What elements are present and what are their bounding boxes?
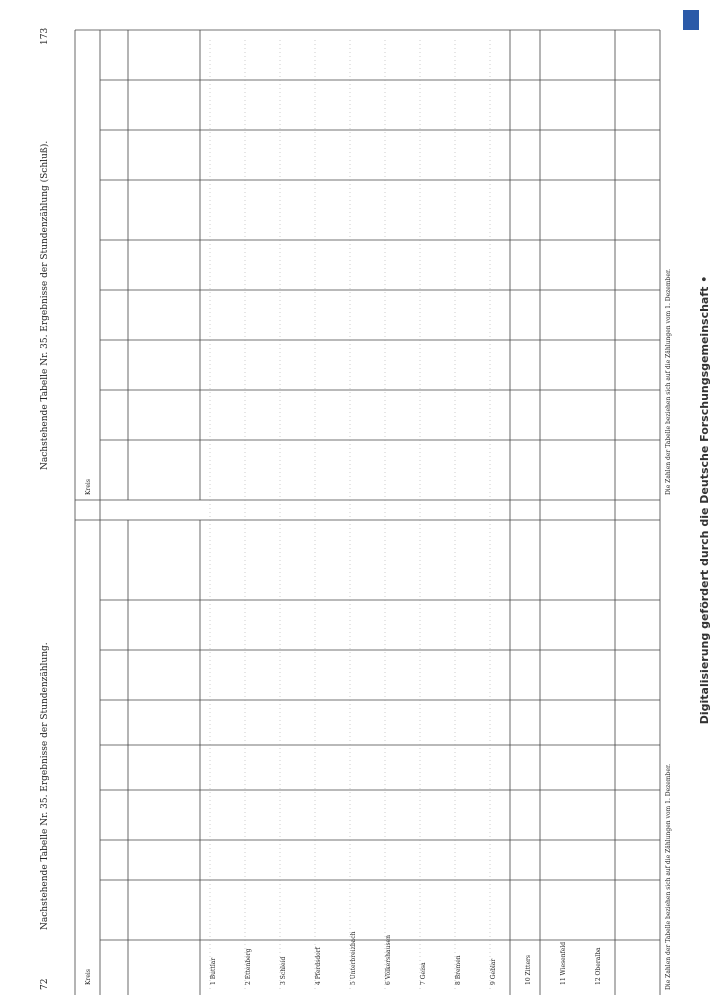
row-label: 5 Unterbreizbach bbox=[350, 931, 357, 985]
row-label: 12 Oberalba bbox=[595, 947, 602, 985]
row-label: 9 Geblar bbox=[490, 958, 497, 985]
row-label: 4 Pferdsdorf bbox=[315, 947, 322, 985]
row-label: 7 Geisa bbox=[420, 962, 427, 985]
row-label: 6 Völkershausen bbox=[385, 935, 392, 985]
dfg-banner-text: Digitalisierung gefördert durch die Deutsche Forschungsgemeinschaft • bbox=[698, 275, 711, 725]
left-page-header: Nachstehende Tabelle Nr. 35. Ergebnisse der Stundenzählung. bbox=[40, 642, 50, 930]
row-label: 8 Bremen bbox=[455, 955, 462, 985]
left-bottom-note: Die Zahlen der Tabelle beziehen sich auf die Zählungen vom 1. Dezember. bbox=[665, 763, 672, 990]
row-label: 11 Wiesenfeld bbox=[560, 941, 567, 985]
right-section-label: Kreis bbox=[85, 479, 92, 495]
row-label: 1 Buttlar bbox=[210, 957, 217, 985]
dfg-logo bbox=[683, 10, 699, 30]
right-page-number: 173 bbox=[40, 27, 50, 45]
right-page-header: Nachstehende Tabelle Nr. 35. Ergebnisse der Stundenzählung (Schluß). bbox=[40, 140, 50, 470]
left-page-number: 72 bbox=[40, 978, 50, 990]
left-section-label: Kreis bbox=[85, 969, 92, 985]
right-bottom-note: Die Zahlen der Tabelle beziehen sich auf die Zählungen vom 1. Dezember. bbox=[665, 268, 672, 495]
row-label: 10 Zitters bbox=[525, 955, 532, 985]
row-label: 3 Schleid bbox=[280, 956, 287, 985]
row-label: 2 Ettenberg bbox=[245, 948, 252, 985]
